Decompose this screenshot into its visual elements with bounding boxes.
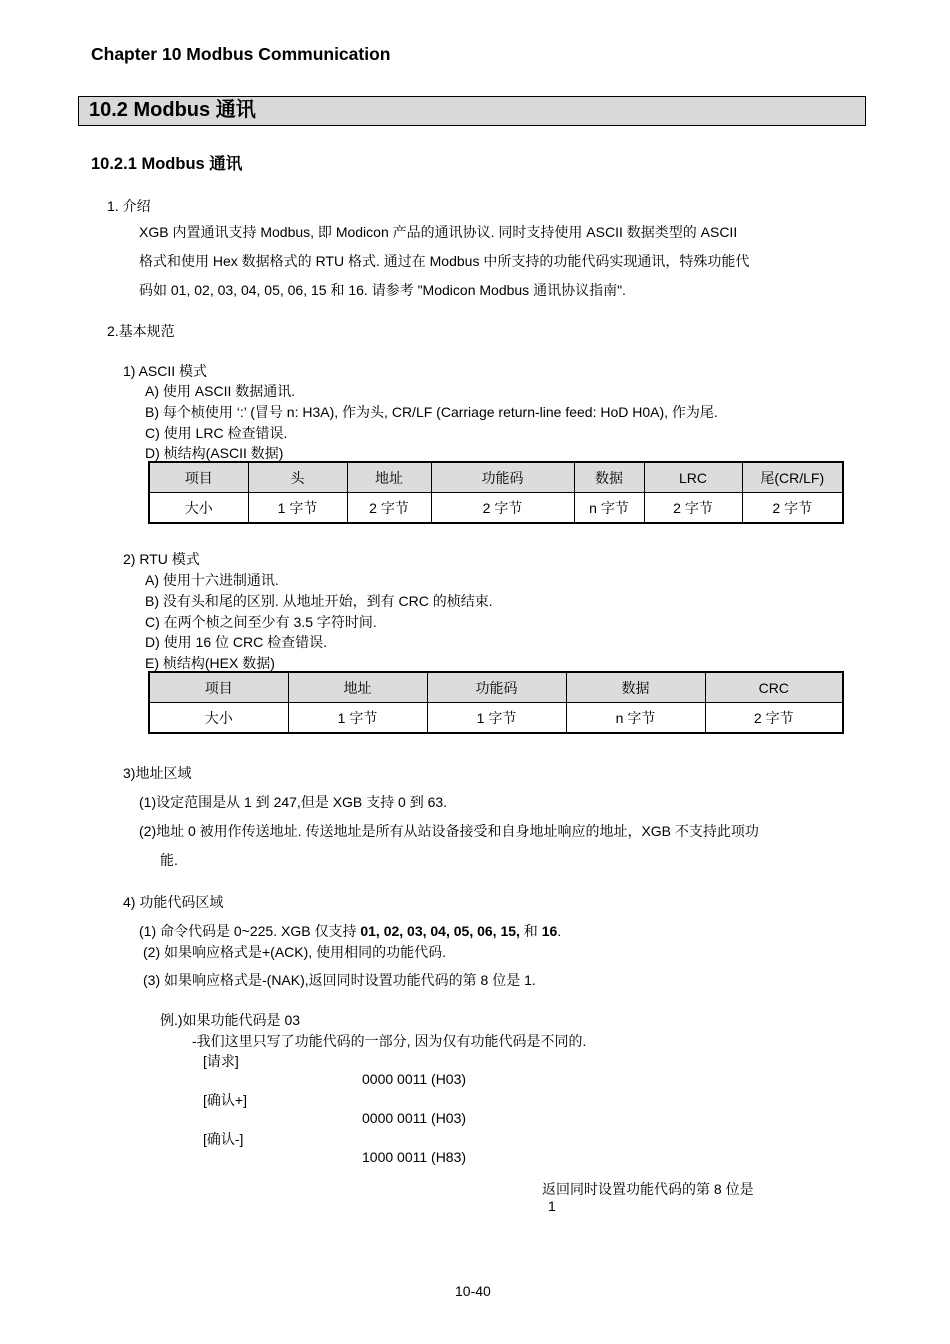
ascii-item-c: C) 使用 LRC 检查错误.: [145, 425, 288, 441]
page-number: 10-40: [455, 1283, 491, 1299]
function-item-2: (2) 如果响应格式是+(ACK), 使用相同的功能代码.: [143, 944, 446, 960]
table-cell: 大小: [149, 703, 288, 734]
table-cell: 1 字节: [288, 703, 427, 734]
rtu-item-e: E) 桢结构(HEX 数据): [145, 655, 275, 671]
ascii-frame-table: [148, 461, 844, 524]
intro-line-3: 码如 01, 02, 03, 04, 05, 06, 15 和 16. 请参考 "Modicon Modbus 通讯协议指南".: [139, 282, 626, 298]
example-heading: 例.)如果功能代码是 03: [160, 1012, 301, 1028]
subsection-title: 10.2.1 Modbus 通讯: [91, 155, 243, 173]
address-item-1: (1)设定范围是从 1 到 247,但是 XGB 支持 0 到 63.: [139, 794, 448, 810]
table-cell: 大小: [149, 493, 248, 524]
rtu-frame-table: [148, 671, 844, 734]
table-cell: 2 字节: [742, 493, 843, 524]
table-header-row: [149, 672, 843, 703]
table-cell: CRC: [705, 672, 843, 703]
table-cell: 尾(CR/LF): [742, 462, 843, 493]
function-item-1: [139, 921, 561, 941]
table-cell: 数据: [574, 462, 644, 493]
table-cell: 功能码: [427, 672, 566, 703]
rtu-item-c: C) 在两个桢之间至少有 3.5 字符时间.: [145, 614, 377, 630]
section-title: 10.2 Modbus 通讯: [89, 99, 256, 121]
ack-label: [确认+]: [203, 1092, 247, 1108]
chapter-header: Chapter 10 Modbus Communication: [91, 44, 391, 64]
rtu-item-b: B) 没有头和尾的区别. 从地址开始，到有 CRC 的桢结束.: [145, 593, 493, 609]
intro-paragraph: [139, 218, 749, 305]
table-cell: 地址: [347, 462, 431, 493]
nak-label: [确认-]: [203, 1131, 244, 1147]
spec-heading: 2.基本规范: [107, 323, 175, 339]
ascii-item-a: A) 使用 ASCII 数据通讯.: [145, 383, 296, 399]
remark-line-1: 返回同时设置功能代码的第 8 位是: [542, 1181, 754, 1197]
table-cell: 1 字节: [427, 703, 566, 734]
intro-heading: 1. 介绍: [107, 198, 151, 214]
rtu-item-a: A) 使用十六进制通讯.: [145, 572, 279, 588]
table-cell: 项目: [149, 462, 248, 493]
table-cell: 2 字节: [644, 493, 742, 524]
rtu-item-d: D) 使用 16 位 CRC 检查错误.: [145, 634, 328, 650]
function-item-1-end: .: [557, 923, 562, 939]
nak-value: 1000 0011 (H83): [362, 1149, 467, 1165]
function-item-1-text: (1) 命令代码是 0~225. XGB 仅支持: [139, 923, 361, 939]
table-cell: 头: [248, 462, 347, 493]
ascii-item-b: B) 每个桢使用 ‘:’ (冒号 n: H3A), 作为头, CR/LF (Carriage return-line feed: HoD H0A), 作为尾.: [145, 404, 718, 420]
ack-value: 0000 0011 (H03): [362, 1110, 467, 1126]
table-cell: 地址: [288, 672, 427, 703]
supported-codes: 01, 02, 03, 04, 05, 06, 15,: [360, 923, 520, 939]
table-cell: 1 字节: [248, 493, 347, 524]
intro-line-2: 格式和使用 Hex 数据格式的 RTU 格式. 通过在 Modbus 中所支持的功能代码实现通讯，特殊功能代: [139, 253, 750, 269]
table-cell: n 字节: [566, 703, 705, 734]
request-label: [请求]: [203, 1053, 239, 1069]
table-cell: 功能码: [431, 462, 574, 493]
remark-line-2: 1: [548, 1198, 556, 1214]
function-item-1-and: 和: [519, 923, 542, 939]
supported-code-16: 16: [541, 923, 558, 939]
table-cell: 2 字节: [431, 493, 574, 524]
table-row: [149, 703, 843, 734]
request-value: 0000 0011 (H03): [362, 1071, 467, 1087]
rtu-heading: 2) RTU 模式: [123, 551, 200, 567]
ascii-item-d: D) 桢结构(ASCII 数据): [145, 445, 284, 461]
table-cell: n 字节: [574, 493, 644, 524]
table-cell: 2 字节: [705, 703, 843, 734]
address-item-2: (2)地址 0 被用作传送地址. 传送地址是所有从站设备接受和自身地址响应的地址，XGB 不支持此项功: [139, 823, 759, 839]
table-cell: 项目: [149, 672, 288, 703]
address-item-2-cont: 能.: [160, 852, 178, 868]
table-cell: LRC: [644, 462, 742, 493]
example-note: -我们这里只写了功能代码的一部分, 因为仅有功能代码是不同的.: [192, 1033, 587, 1049]
function-heading: 4) 功能代码区域: [123, 894, 224, 910]
table-cell: 数据: [566, 672, 705, 703]
intro-line-1: XGB 内置通讯支持 Modbus, 即 Modicon 产品的通讯协议. 同时支持使用 ASCII 数据类型的 ASCII: [139, 224, 738, 240]
ascii-heading: 1) ASCII 模式: [123, 363, 208, 379]
table-cell: 2 字节: [347, 493, 431, 524]
address-heading: 3)地址区域: [123, 765, 192, 781]
table-row: [149, 493, 843, 524]
table-header-row: [149, 462, 843, 493]
function-item-3: (3) 如果响应格式是-(NAK),返回同时设置功能代码的第 8 位是 1.: [143, 972, 536, 988]
